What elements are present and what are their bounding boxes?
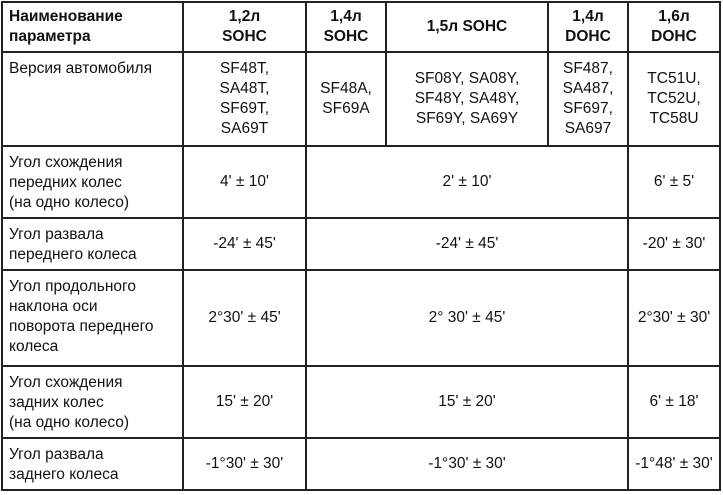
- table-row: [2, 438, 720, 490]
- value-cell: 6' ± 5': [628, 146, 720, 218]
- table-row: [2, 146, 720, 218]
- value-cell: 4' ± 10': [183, 146, 306, 218]
- header-parameter: Наименование параметра: [2, 2, 183, 52]
- table-row: [2, 270, 720, 366]
- table-row: [2, 52, 720, 146]
- header-1-5l-sohc: 1,5л SOHC: [386, 2, 548, 52]
- param-label: Угол схождения передних колес (на одно колесо): [2, 146, 183, 218]
- header-1-4l-dohc: 1,4л DOHC: [548, 2, 628, 52]
- alignment-spec-table: [1, 1, 721, 491]
- value-cell: 15' ± 20': [183, 366, 306, 438]
- value-cell-merged: 2' ± 10': [306, 146, 628, 218]
- value-cell: SF487, SA487, SF697, SA697: [548, 52, 628, 146]
- param-label: Угол продольного наклона оси поворота переднего колеса: [2, 270, 183, 366]
- value-cell: -24' ± 45': [183, 218, 306, 270]
- value-cell-merged: -1°30' ± 30': [306, 438, 628, 490]
- param-label: Угол развала переднего колеса: [2, 218, 183, 270]
- value-cell: TC51U, TC52U, TC58U: [628, 52, 720, 146]
- value-cell: 6' ± 18': [628, 366, 720, 438]
- value-cell-merged: 2° 30' ± 45': [306, 270, 628, 366]
- header-1-6l-dohc: 1,6л DOHC: [628, 2, 720, 52]
- value-cell: 2°30' ± 45': [183, 270, 306, 366]
- param-label: Угол развала заднего колеса: [2, 438, 183, 490]
- param-label: Версия автомобиля: [2, 52, 183, 146]
- header-1-4l-sohc: 1,4л SOHC: [306, 2, 386, 52]
- value-cell: SF48A, SF69A: [306, 52, 386, 146]
- value-cell: 2°30' ± 30': [628, 270, 720, 366]
- table-row: [2, 366, 720, 438]
- table-row: [2, 218, 720, 270]
- header-1-2l-sohc: 1,2л SOHC: [183, 2, 306, 52]
- header-row: [2, 2, 720, 52]
- param-label: Угол схождения задних колес (на одно колесо): [2, 366, 183, 438]
- value-cell-merged: 15' ± 20': [306, 366, 628, 438]
- value-cell: SF08Y, SA08Y, SF48Y, SA48Y, SF69Y, SA69Y: [386, 52, 548, 146]
- value-cell: -1°48' ± 30': [628, 438, 720, 490]
- value-cell-merged: -24' ± 45': [306, 218, 628, 270]
- value-cell: -1°30' ± 30': [183, 438, 306, 490]
- value-cell: SF48T, SA48T, SF69T, SA69T: [183, 52, 306, 146]
- value-cell: -20' ± 30': [628, 218, 720, 270]
